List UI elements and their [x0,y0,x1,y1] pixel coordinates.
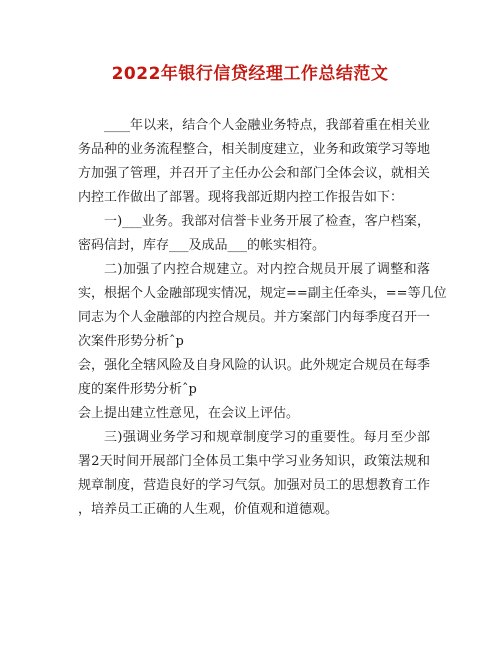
paragraph-line: 一)___业务。我部对信誉卡业务开展了检查，客户档案， [104,214,430,229]
paragraph-line: 密码信封，库存___及成品___的帐实相符。 [78,238,326,253]
paragraph-line: 内控工作做出了部署。现将我部近期内控工作报告如下： [78,190,404,205]
paragraph-line: ，培养员工正确的人生观，价值观和道德观。 [78,502,339,517]
paragraph-line: 二)加强了内控合规建立。对内控合规员开展了调整和落 [104,262,430,277]
paragraph-line: 三)强调业务学习和规章制度学习的重要性。每月至少部 [104,430,430,445]
paragraph-line: 规章制度，营造良好的学习气氛。加强对员工的思想教育工作 [78,478,430,493]
document-body [78,114,447,522]
paragraph-line: 方加强了管理，并召开了主任办公会和部门全体会议，就相关 [78,166,430,181]
paragraph-line: ____年以来，结合个人金融业务特点，我部着重在相关业 [104,118,430,133]
paragraph-line: 次案件形势分析ˆp [78,334,184,349]
paragraph-line: 务品种的业务流程整合，相关制度建立，业务和政策学习等地 [78,142,430,157]
paragraph-line: 署2天时间开展部门全体员工集中学习业务知识，政策法规和 [78,454,430,469]
paragraph-line: 实，根据个人金融部现实情况，规定==副主任牵头，==等几位 [78,286,447,301]
paragraph-3 [78,258,447,426]
paragraph-line: 会，强化全辖风险及自身风险的认识。此外规定合规员在每季 [78,358,430,373]
document-title: 2022年银行信贷经理工作总结范文 [111,64,389,84]
paragraph-line: 同志为个人金融部的内控合规员。并方案部门内每季度召开一 [78,310,430,325]
paragraph-4 [78,426,430,522]
paragraph-line: 度的案件形势分析ˆp [78,382,197,397]
paragraph-2 [78,210,430,258]
paragraph-1 [78,114,430,210]
paragraph-line: 会上提出建立性意见，在会议上评估。 [78,406,300,421]
